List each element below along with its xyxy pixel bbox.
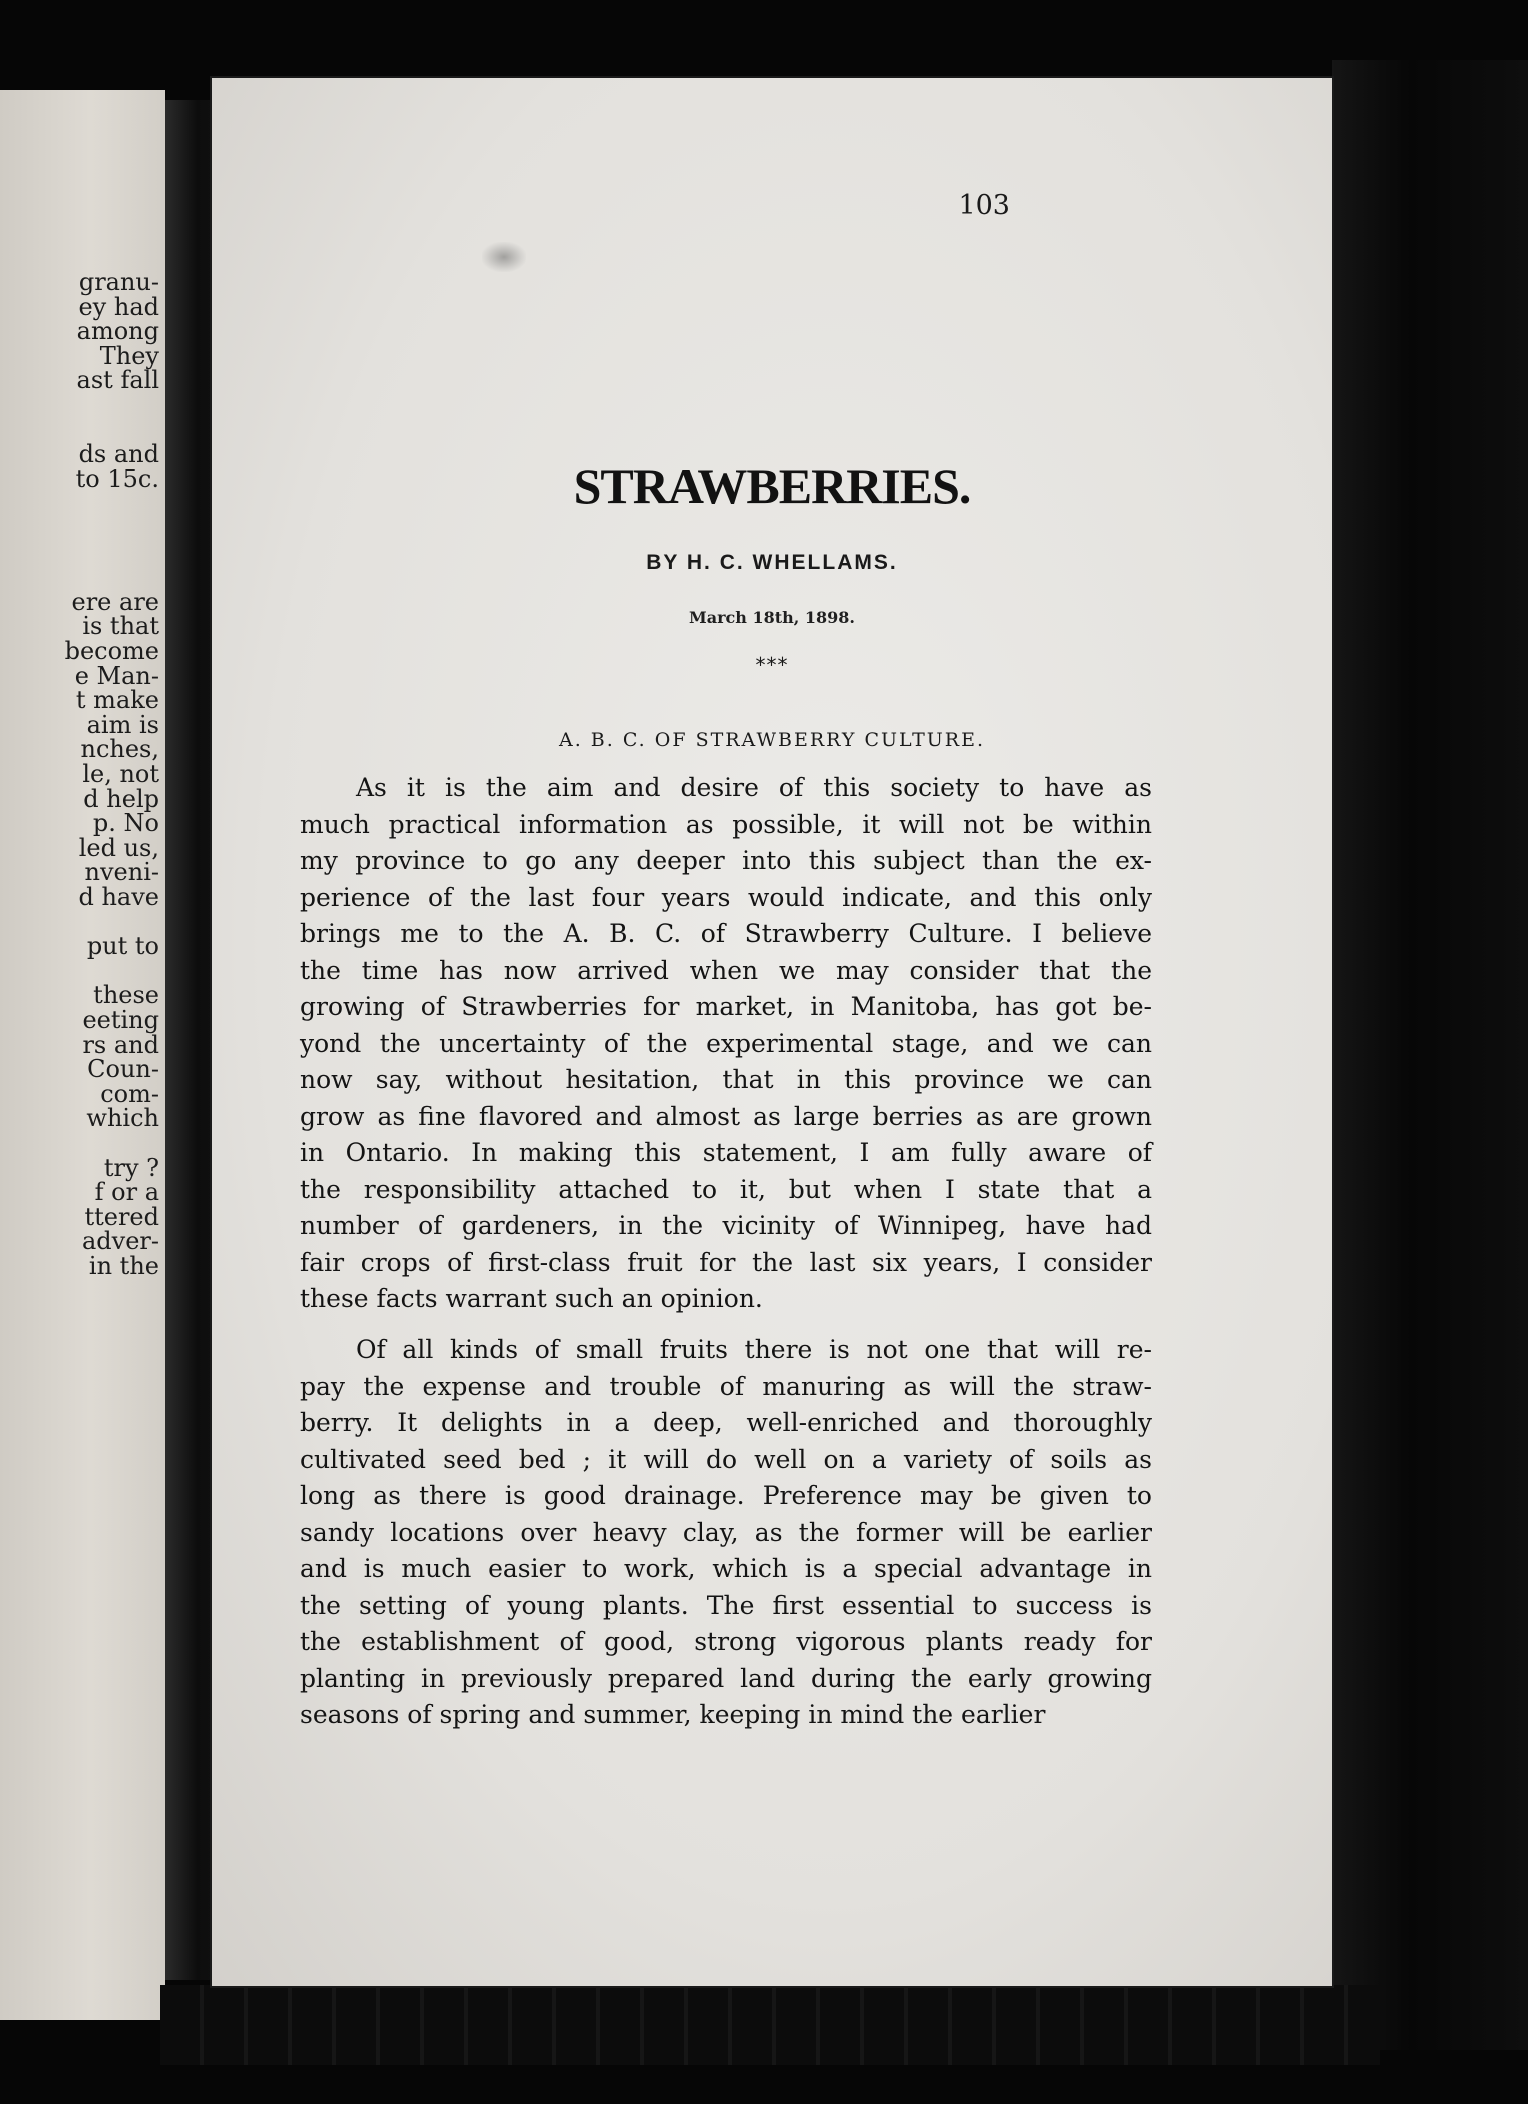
text-line: As it is the aim and desire of this society to have as bbox=[356, 773, 1152, 802]
text-line: cultivated seed bed ; it will do well on a variety of soils as bbox=[300, 1444, 1152, 1474]
previous-page-line: ey had bbox=[78, 292, 159, 321]
paragraph-2 bbox=[300, 1332, 1152, 1734]
text-line: much practical information as possible, it will not be within bbox=[300, 809, 1152, 839]
previous-page-line: among bbox=[76, 317, 159, 346]
article-date: March 18th, 1898. bbox=[689, 608, 855, 627]
previous-page-line: ast fall bbox=[76, 366, 159, 395]
previous-page-line: led us, bbox=[78, 833, 159, 862]
previous-page-line: le, not bbox=[82, 760, 159, 788]
ornament-divider: *** bbox=[755, 653, 789, 677]
previous-page-line: rs and bbox=[82, 1030, 159, 1059]
text-line: now say, without hesitation, that in this province we can bbox=[300, 1065, 1152, 1094]
text-line: the responsibility attached to it, but when I state that a bbox=[300, 1174, 1152, 1204]
text-line: planting in previously prepared land during the early growing bbox=[300, 1663, 1152, 1693]
section-heading: A. B. C. OF STRAWBERRY CULTURE. bbox=[558, 729, 985, 751]
text-line: the setting of young plants. The first essential to success is bbox=[300, 1590, 1152, 1620]
book-right-edge bbox=[1332, 60, 1528, 2050]
previous-page-line: nches, bbox=[80, 735, 159, 764]
previous-page-line: adver- bbox=[81, 1227, 159, 1256]
text-line: these facts warrant such an opinion. bbox=[300, 1284, 763, 1313]
text-line: the time has now arrived when we may consider that the bbox=[300, 955, 1152, 985]
article-byline: BY H. C. WHELLAMS. bbox=[646, 551, 898, 574]
previous-page-line: aim is bbox=[86, 710, 159, 739]
previous-page-line: put to bbox=[86, 932, 159, 961]
previous-page-line: ttered bbox=[84, 1202, 159, 1231]
previous-page-fragment bbox=[0, 90, 165, 2020]
text-line: brings me to the A. B. C. of Strawberry Culture. I believe bbox=[300, 919, 1152, 948]
previous-page-line: granu- bbox=[78, 268, 159, 296]
text-line: Of all kinds of small fruits there is not one that will re- bbox=[356, 1335, 1152, 1364]
text-line: my province to go any deeper into this subject than the ex- bbox=[300, 846, 1152, 875]
text-line: grow as fine flavored and almost as large berries as are grown bbox=[300, 1101, 1152, 1131]
previous-page-line: com- bbox=[100, 1079, 159, 1108]
text-line: seasons of spring and summer, keeping in mind the earlier bbox=[300, 1700, 1046, 1729]
text-line: fair crops of first-class fruit for the last six years, I consider bbox=[300, 1247, 1152, 1277]
previous-page-line: e Man- bbox=[74, 661, 159, 690]
previous-page-line: to 15c. bbox=[75, 464, 159, 493]
text-line: long as there is good drainage. Preference may be given to bbox=[300, 1481, 1152, 1510]
previous-page-line: d have bbox=[78, 883, 159, 911]
text-line: and is much easier to work, which is a special advantage in bbox=[300, 1554, 1152, 1583]
previous-page-line: t make bbox=[75, 686, 159, 715]
previous-page-line: p. No bbox=[92, 809, 159, 838]
text-line: berry. It delights in a deep, well-enriched and thoroughly bbox=[300, 1408, 1152, 1437]
text-line: yond the uncertainty of the experimental stage, and we can bbox=[300, 1028, 1152, 1058]
previous-page-line: which bbox=[86, 1104, 159, 1133]
text-line: the establishment of good, strong vigorous plants ready for bbox=[300, 1627, 1152, 1656]
text-line: perience of the last four years would indicate, and this only bbox=[300, 882, 1152, 912]
previous-page-line: in the bbox=[88, 1252, 159, 1280]
book-bottom-edge bbox=[160, 1985, 1380, 2065]
previous-page-line: ds and bbox=[78, 440, 159, 469]
text-line: in Ontario. In making this statement, I am fully aware of bbox=[300, 1138, 1152, 1167]
text-line: sandy locations over heavy clay, as the former will be earlier bbox=[300, 1517, 1152, 1547]
previous-page-line: become bbox=[64, 637, 159, 665]
text-line: pay the expense and trouble of manuring as will the straw- bbox=[300, 1371, 1152, 1401]
text-line: growing of Strawberries for market, in Manitoba, has got be- bbox=[300, 992, 1152, 1021]
previous-page-line: Coun- bbox=[87, 1055, 159, 1084]
previous-page-line: ere are bbox=[71, 587, 159, 616]
previous-page-line: They bbox=[99, 341, 159, 370]
previous-page-line: these bbox=[93, 981, 159, 1010]
ink-smudge bbox=[482, 242, 526, 272]
previous-page-line: eeting bbox=[82, 1006, 159, 1034]
previous-page-line: nveni- bbox=[84, 858, 159, 887]
text-line: number of gardeners, in the vicinity of Winnipeg, have had bbox=[300, 1211, 1152, 1240]
previous-page-line: d help bbox=[83, 784, 159, 813]
previous-page-line: is that bbox=[82, 612, 159, 641]
paragraph-1 bbox=[300, 770, 1152, 1318]
previous-page-line: try ? bbox=[103, 1153, 159, 1182]
article-title: STRAWBERRIES. bbox=[573, 458, 971, 514]
page-number: 103 bbox=[958, 190, 1010, 221]
previous-page-line: f or a bbox=[94, 1178, 159, 1207]
